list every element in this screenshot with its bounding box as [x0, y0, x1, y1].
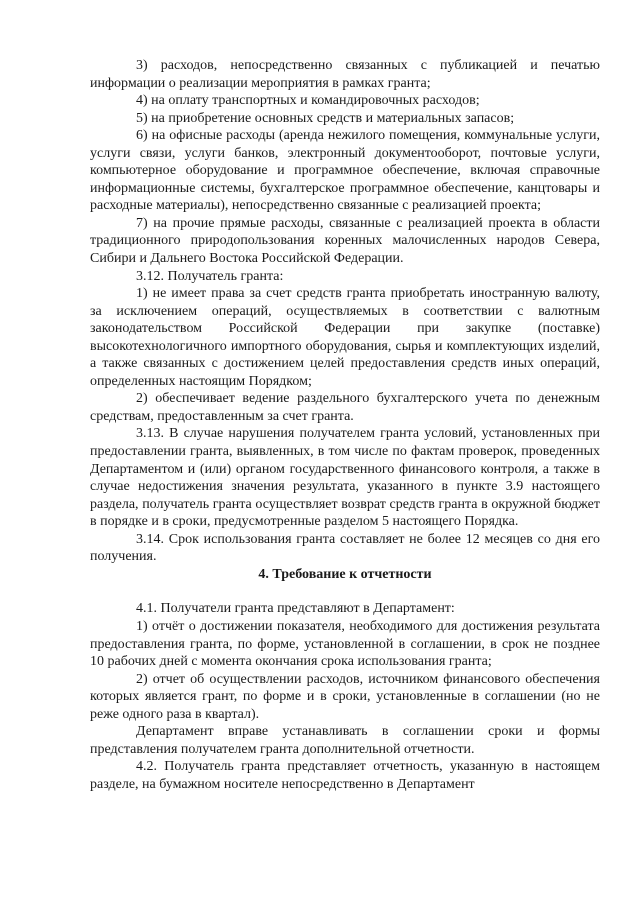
paragraph-3-12-item-2: 2) обеспечивает ведение раздельного бухгалтерского учета по денежным средствам, предоставленным за счет гранта.: [90, 391, 600, 424]
paragraph-expense-4: 4) на оплату транспортных и командировочных расходов;: [136, 93, 480, 109]
paragraph-3-12-item-1: 1) не имеет права за счет средств гранта приобретать иностранную валюту, за исключением операций, осуществляемых в соответствии с валютным законодательством Российской Федерации при закупке (поставке) высокотехнологичного импортного оборудования, сырья и комплектующих изделий, а также связанных с достижением целей предоставления средств иных операций, определенных настоящим Порядком;: [90, 286, 600, 389]
paragraph-3-12: 3.12. Получатель гранта:: [136, 268, 284, 284]
section-heading: 4. Требование к отчетности: [258, 566, 432, 582]
paragraph-expense-6: 6) на офисные расходы (аренда нежилого помещения, коммунальные услуги, услуги связи, услуги банков, электронный документооборот, почтовые услуги, компьютерное оборудование и программное обеспечение, включая справочные информационные системы, бухгалтерское программное обеспечение, канцтовары и расходные материалы), непосредственно связанные с реализацией проекта;: [90, 128, 600, 214]
section-spacer: [90, 583, 600, 600]
paragraph-4-1-item-2: 2) отчет об осуществлении расходов, источником финансового обеспечения которых является грант, по форме и в сроки, установленные в соглашении (но не реже одного раза в квартал).: [90, 671, 600, 722]
paragraph-4-1: 4.1. Получатели гранта представляют в Департамент:: [136, 601, 455, 617]
paragraph-expense-5: 5) на приобретение основных средств и материальных запасов;: [136, 110, 515, 126]
document-text: [90, 57, 600, 793]
paragraph-3-14: 3.14. Срок использования гранта составляет не более 12 месяцев со дня его получения.: [90, 531, 600, 565]
paragraph-expense-3: 3) расходов, непосредственно связанных с публикацией и печатью информации о реализации мероприятия в рамках гранта;: [90, 58, 600, 91]
paragraph-4-1-item-1: 1) отчёт о достижении показателя, необходимого для достижения результата предоставления гранта, по форме, установленной в соглашении, в срок не позднее 10 рабочих дней с момента окончания срока использования гранта;: [90, 618, 600, 670]
paragraph-4-2: 4.2. Получатель гранта представляет отчетность, указанную в настоящем разделе, на бумажном носителе непосредственно в Департамент: [90, 759, 600, 792]
paragraph-3-13: 3.13. В случае нарушения получателем гранта условий, установленных при предоставлении гранта, выявленных, в том числе по фактам проверок, проведенных Департаментом и (или) органом государственного финансового контроля, а также в случае недостижения значения результата, указанного в пункте 3.9 настоящего раздела, получатель гранта осуществляет возврат средств гранта в окружной бюджет в порядке и в сроки, предусмотренные разделом 5 настоящего Порядка.: [90, 426, 600, 530]
paragraph-department-rights: Департамент вправе устанавливать в соглашении сроки и формы представления получателем гранта дополнительной отчетности.: [90, 724, 600, 757]
paragraph-expense-7: 7) на прочие прямые расходы, связанные с реализацией проекта в области традиционного природопользования коренных малочисленных народов Севера, Сибири и Дальнего Востока Российской Федерации.: [90, 215, 600, 267]
